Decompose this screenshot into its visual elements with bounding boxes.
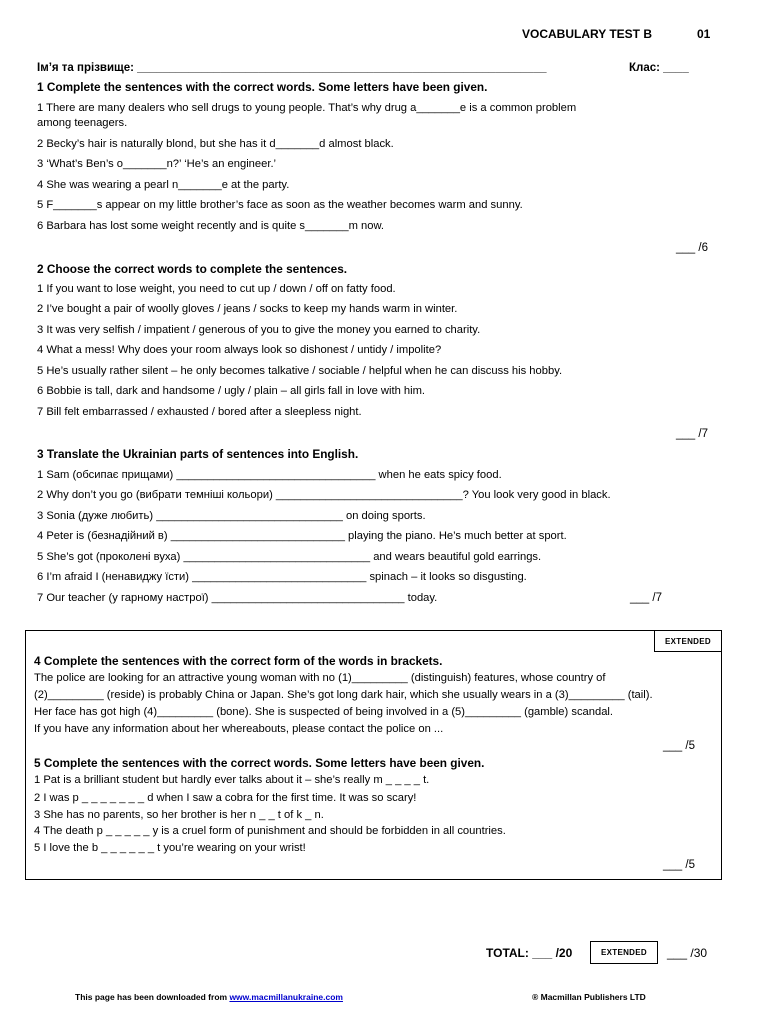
footer-copyright: ® Macmillan Publishers LTD [532, 992, 646, 1002]
class-field-label: Клас: ____ [629, 62, 689, 74]
section-3-line: 6 I’m afraid I (ненавиджу їсти) ____________________________ spinach – it looks so disgusting. [37, 571, 527, 583]
section-2-line: 1 If you want to lose weight, you need to cut up / down / off on fatty food. [37, 283, 396, 295]
extended-total-score: ___ /30 [667, 946, 708, 960]
section-2-line: 4 What a mess! Why does your room always look so dishonest / untidy / impolite? [37, 344, 442, 356]
section-4-line: Her face has got high (4)_________ (bone). She is suspected of being involved in a (5)_________ (gamble) scandal. [34, 706, 614, 718]
section-4-title: 4 Complete the sentences with the correct form of the words in brackets. [34, 654, 443, 668]
section-3-line: 1 Sam (обсипає прищами) ________________________________ when he eats spicy food. [37, 469, 502, 481]
test-title: VOCABULARY TEST B [522, 27, 653, 41]
section-5-line: 4 The death p _ _ _ _ _ y is a cruel form of punishment and should be forbidden in all countries. [34, 825, 506, 837]
section-3-title: 3 Translate the Ukrainian parts of sentences into English. [37, 447, 359, 461]
section-5-title: 5 Complete the sentences with the correct words. Some letters have been given. [34, 756, 485, 770]
section-1-line: 2 Becky’s hair is naturally blond, but she has it d_______d almost black. [37, 138, 394, 150]
section-1-line: 1 There are many dealers who sell drugs to young people. That’s why drug a_______e is a common problem [37, 102, 577, 114]
section-2-score: ___ /7 [676, 428, 708, 440]
section-1-line: 4 She was wearing a pearl n_______e at the party. [37, 179, 290, 191]
total-score: TOTAL: ___ /20 [486, 946, 573, 960]
section-3-line: 4 Peter is (безнадійний в) ____________________________ playing the piano. He’s much better at sport. [37, 530, 567, 542]
footer-download-text: This page has been downloaded from [75, 992, 230, 1002]
section-2-line: 6 Bobbie is tall, dark and handsome / ugly / plain – all girls fall in love with him. [37, 385, 426, 397]
section-5-line: 1 Pat is a brilliant student but hardly ever talks about it – she’s really m _ _ _ _ t. [34, 774, 430, 786]
footer-download-note [75, 992, 343, 1002]
section-1-line: 3 ‘What’s Ben’s o_______n?’ ‘He’s an engineer.’ [37, 158, 277, 170]
section-2-title: 2 Choose the correct words to complete the sentences. [37, 262, 348, 276]
section-1-score: ___ /6 [676, 242, 708, 254]
test-number: 01 [697, 27, 711, 41]
section-1-title: 1 Complete the sentences with the correct words. Some letters have been given. [37, 80, 488, 94]
section-4-score: ___ /5 [663, 740, 695, 752]
section-2-line: 7 Bill felt embarrassed / exhausted / bored after a sleepless night. [37, 406, 362, 418]
section-1-line: 5 F_______s appear on my little brother’s face as soon as the weather becomes warm and sunny. [37, 199, 523, 211]
name-field-label: Ім’я та прізвище: ________________________________________________________________ [37, 62, 547, 74]
section-4-line: The police are looking for an attractive young woman with no (1)_________ (distinguish) features, whose country of [34, 672, 606, 684]
section-3-line: 5 She’s got (проколені вуха) ______________________________ and wears beautiful gold earrings. [37, 551, 542, 563]
extended-total-tag: EXTENDED [590, 941, 658, 964]
section-3-score: ___ /7 [630, 592, 662, 604]
section-4-line: (2)_________ (reside) is probably China or Japan. She’s got long dark hair, which she usually wears in a (3)_________ (tail). [34, 689, 653, 701]
section-3-line: 7 Our teacher (у гарному настрої) _______________________________ today. [37, 592, 438, 604]
section-5-line: 5 I love the b _ _ _ _ _ _ t you’re wearing on your wrist! [34, 842, 306, 854]
footer-link[interactable]: www.macmillanukraine.com [229, 992, 343, 1002]
section-3-line: 3 Sonia (дуже любить) ______________________________ on doing sports. [37, 510, 426, 522]
section-1-line: 6 Barbara has lost some weight recently and is quite s_______m now. [37, 220, 385, 232]
section-5-line: 2 I was p _ _ _ _ _ _ _ d when I saw a cobra for the first time. It was so scary! [34, 792, 417, 804]
section-3-line: 2 Why don’t you go (вибрати темніші кольори) ______________________________? You look very good in black. [37, 489, 611, 501]
section-1-line: among teenagers. [37, 117, 128, 129]
section-2-line: 3 It was very selfish / impatient / generous of you to give the money you earned to charity. [37, 324, 481, 336]
extended-tag: EXTENDED [654, 630, 722, 652]
section-5-line: 3 She has no parents, so her brother is her n _ _ t of k _ n. [34, 809, 324, 821]
section-2-line: 2 I’ve bought a pair of woolly gloves / jeans / socks to keep my hands warm in winter. [37, 303, 458, 315]
section-2-line: 5 He’s usually rather silent – he only becomes talkative / sociable / helpful when he can discuss his hobby. [37, 365, 563, 377]
section-5-score: ___ /5 [663, 859, 695, 871]
section-4-line: If you have any information about her whereabouts, please contact the police on ... [34, 723, 444, 735]
